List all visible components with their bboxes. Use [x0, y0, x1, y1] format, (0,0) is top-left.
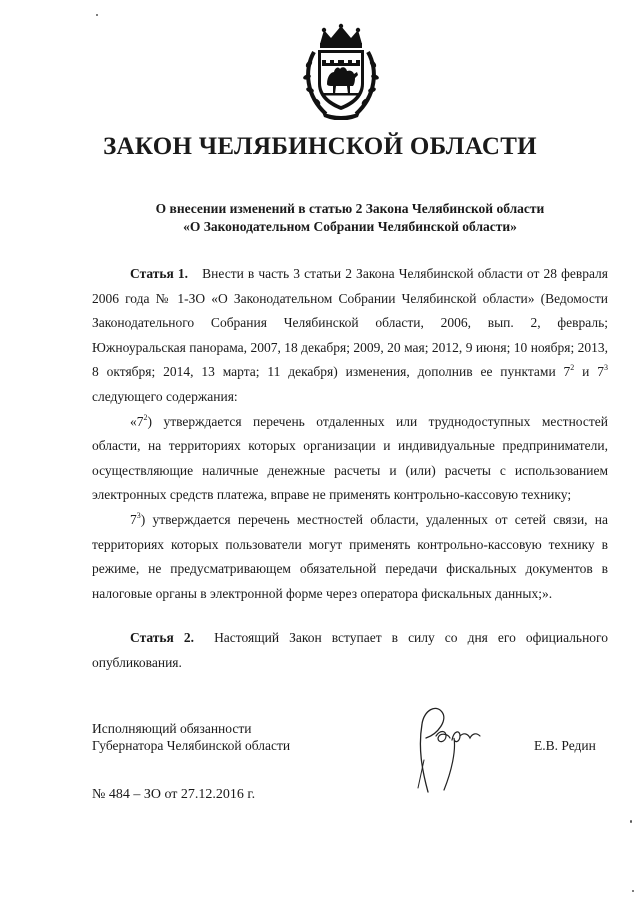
- handwritten-signature: [388, 700, 498, 800]
- item-7-3-text: ) утверждается перечень местностей области, удаленных от сетей связи, на территориях которых пользователи могут применять контрольно-кассовую технику в режиме, не предусматривающем обязательной передачи фискальных документов в налоговые органы в электронной форме через оператора фискальных данных;».: [92, 511, 608, 601]
- article-1-paragraph-1: [92, 262, 608, 410]
- superscript: 3: [136, 510, 141, 520]
- item-number: 7: [130, 511, 137, 527]
- item-7-2-text: ) утверждается перечень отдаленных или труднодоступных местностей области, на территориях которых организации и индивидуальные предприниматели, осуществляющие наличные денежные расчеты и (или) расчеты с использованием электронных средств платежа, вправе не применять контрольно-кассовую технику;: [92, 413, 608, 503]
- scan-speck: [96, 14, 98, 16]
- law-subject-line-2: «О Законодательном Собрании Челябинской области»: [183, 219, 517, 234]
- article-1-conjunction: и 7: [574, 364, 604, 380]
- superscript: 2: [143, 412, 148, 422]
- article-1-label: Статья 1.: [130, 266, 189, 281]
- law-number: № 484 – ЗО от 27.12.2016 г.: [92, 787, 256, 802]
- scan-speck: [632, 890, 634, 892]
- signer-position: [92, 720, 290, 754]
- law-subject: [100, 200, 600, 236]
- article-1-tail: следующего содержания:: [92, 388, 238, 404]
- scan-speck: [630, 820, 632, 823]
- superscript: 3: [603, 363, 608, 373]
- article-2-label: Статья 2.: [130, 630, 195, 645]
- signer-position-line-1: Исполняющий обязанности: [92, 721, 252, 736]
- law-subject-line-1: О внесении изменений в статью 2 Закона Челябинской области: [155, 201, 545, 216]
- article-2-paragraph: [92, 626, 608, 675]
- superscript: 2: [570, 363, 575, 373]
- signer-position-line-2: Губернатора Челябинской области: [92, 738, 291, 753]
- law-title: ЗАКОН ЧЕЛЯБИНСКОЙ ОБЛАСТИ: [103, 133, 537, 160]
- item-number: «7: [130, 413, 144, 429]
- article-1-text: Внести в часть 3 статьи 2 Закона Челябинской области от 28 февраля 2006 года № 1-ЗО «О Законодательном Собрании Челябинской области» (Ведомости Законодательного Собрания Челябинской области, 2006, вып. 2, февраль; Южноуральская панорама, 2007, 18 декабря; 2009, 20 мая; 2012, 9 июня; 10 ноября; 2013, 8 октября; 2014, 13 марта; 11 декабря) изменения, дополнив ее пунктами 7: [92, 266, 609, 380]
- article-1-item-7-2: [92, 410, 608, 508]
- article-2-text: Настоящий Закон вступает в силу со дня его официального опубликования.: [92, 630, 609, 670]
- article-1-item-7-3: [92, 508, 608, 606]
- article-1: [92, 262, 608, 606]
- article-2: [92, 626, 608, 675]
- signer-name: Е.В. Редин: [534, 738, 596, 753]
- chelyabinsk-coat-of-arms-icon: [300, 22, 382, 120]
